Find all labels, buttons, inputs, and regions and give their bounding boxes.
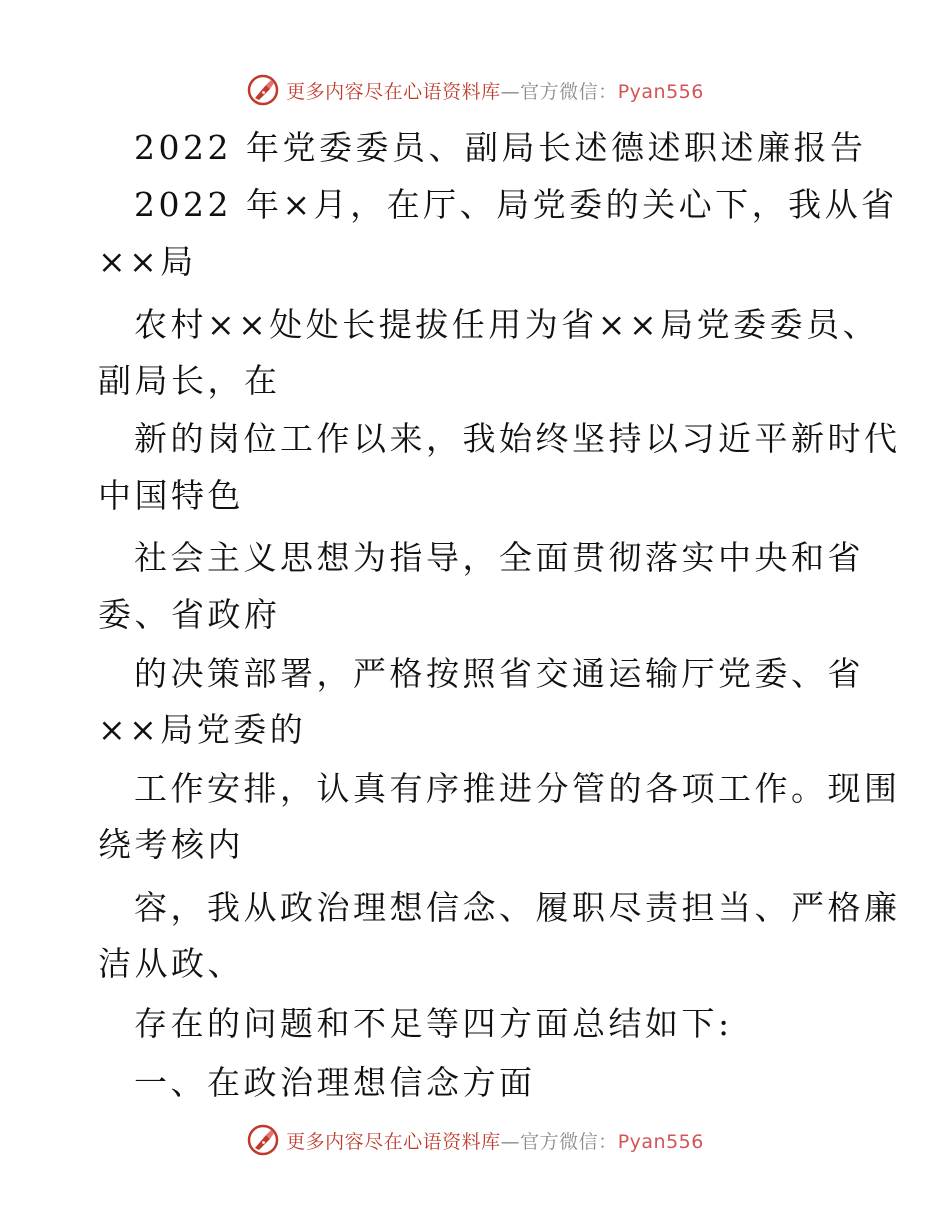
- paragraph-line: 容，我从政治理想信念、履职尽责担当、严格廉: [134, 888, 901, 927]
- paragraph-line: 2022 年×月，在厅、局党委的关心下，我从省: [134, 185, 898, 224]
- paragraph-line: 洁从政、: [98, 944, 244, 983]
- banner-text: [286, 77, 704, 104]
- section-heading: 一、在政治理想信念方面: [134, 1063, 536, 1102]
- paragraph-line: 存在的问题和不足等四方面总结如下:: [134, 1004, 733, 1043]
- paragraph-line: 社会主义思想为指导，全面贯彻落实中央和省: [134, 538, 864, 577]
- paragraph-line: 的决策部署，严格按照省交通运输厅党委、省: [134, 654, 864, 693]
- document-title: 2022 年党委委员、副局长述德述职述廉报告: [134, 128, 867, 167]
- banner-wechat-label: 官方微信：: [520, 80, 618, 103]
- paragraph-line: 新的岗位工作以来，我始终坚持以习近平新时代: [134, 419, 901, 458]
- pen-nib-logo-icon: [246, 73, 280, 107]
- footer-banner: [0, 1120, 950, 1160]
- banner-slogan: 更多内容尽在心语资料库: [286, 1130, 501, 1153]
- banner-text: [286, 1127, 704, 1154]
- banner-wechat-label: 官方微信：: [520, 1130, 618, 1153]
- pen-nib-logo-icon: [246, 1123, 280, 1157]
- paragraph-line: 中国特色: [98, 476, 244, 515]
- banner-wechat-id: Pyan556: [617, 80, 704, 103]
- banner-separator: —: [500, 1130, 521, 1153]
- paragraph-line: 委、省政府: [98, 595, 281, 634]
- banner-separator: —: [500, 80, 521, 103]
- banner-slogan: 更多内容尽在心语资料库: [286, 80, 501, 103]
- paragraph-line: ××局: [98, 242, 197, 281]
- paragraph-line: 农村××处处长提拔任用为省××局党委委员、: [134, 305, 880, 344]
- paragraph-line: 工作安排，认真有序推进分管的各项工作。现围: [134, 769, 901, 808]
- paragraph-line: ××局党委的: [98, 710, 307, 749]
- header-banner: [0, 70, 950, 110]
- paragraph-line: 绕考核内: [98, 825, 244, 864]
- banner-wechat-id: Pyan556: [617, 1130, 704, 1153]
- paragraph-line: 副局长，在: [98, 361, 281, 400]
